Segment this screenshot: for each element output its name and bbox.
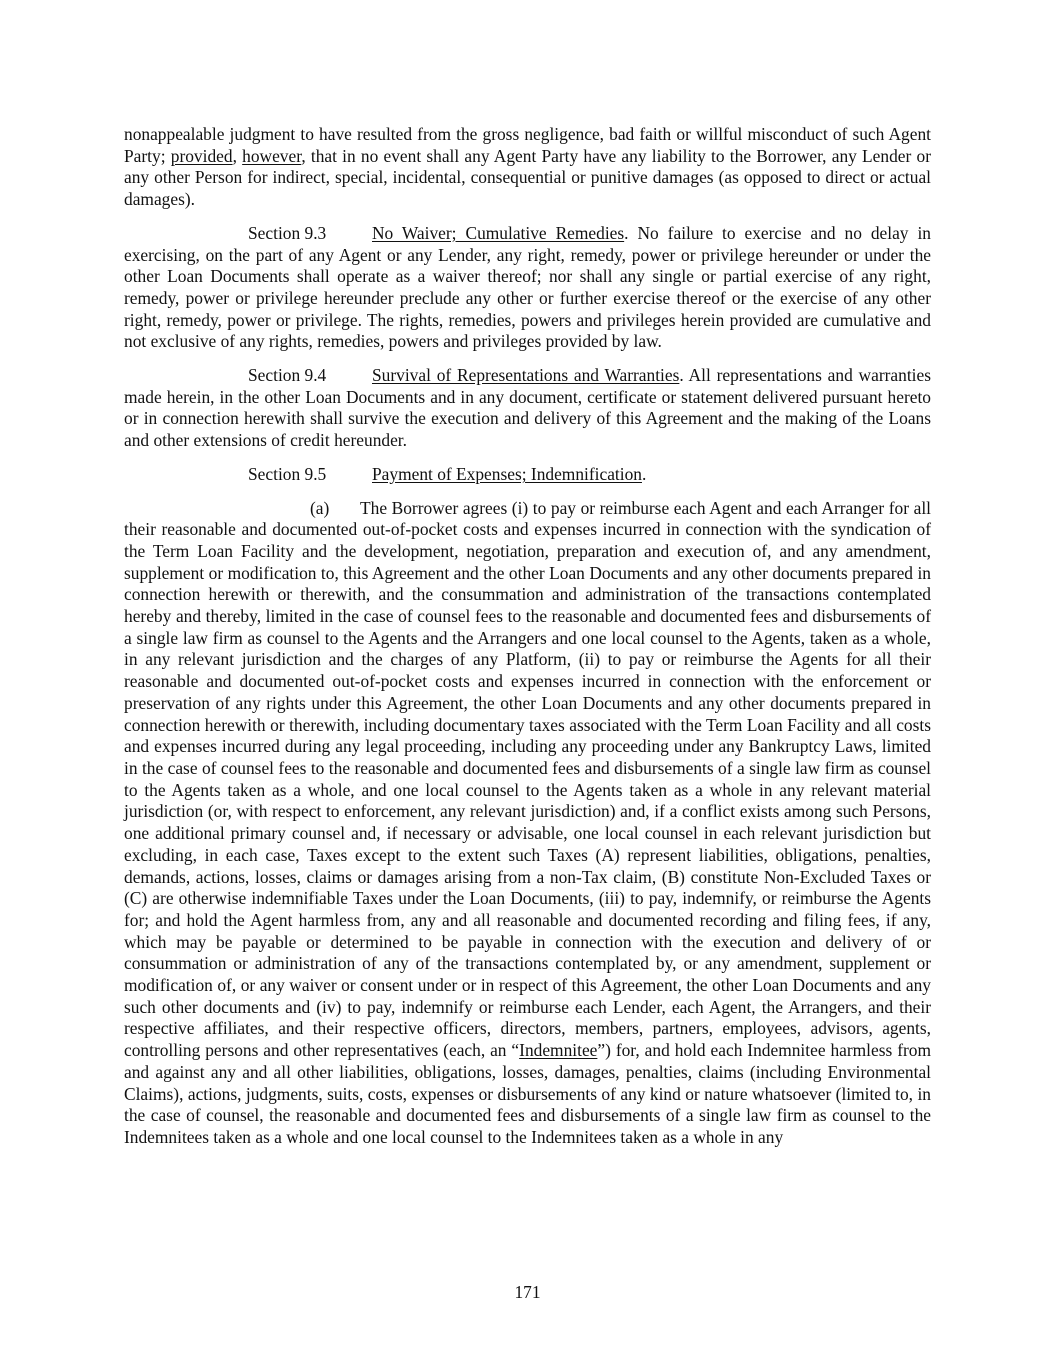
section-title: Survival of Representations and Warranties	[372, 365, 680, 386]
subsection-text-2: ”) for, and hold each Indemnitee harmless from and against any and all other liabilities, obligations, losses, damages, penalties, claims (including Environmental Claims), actions, judgments, suits, costs, expenses or disbursements of any kind or nature whatsoever (limited to, in the case of counsel, the reasonable and documented fees and disbursements of a single law firm as counsel to the Indemnitees taken as a whole and one local counsel to the Indemnitees taken as a whole in any	[124, 1040, 931, 1147]
paragraph-intro	[124, 124, 931, 211]
section-9-4	[124, 365, 931, 452]
section-title: Payment of Expenses; Indemnification	[372, 463, 642, 484]
subsection-a	[124, 498, 931, 1149]
section-9-3	[124, 223, 931, 353]
intro-separator: ,	[232, 145, 243, 166]
subsection-text-1: The Borrower agrees (i) to pay or reimburse each Agent and each Arranger for all their reasonable and documented out-of-pocket costs and expenses incurred in connection with the syndication of the Term Loan Facility and the development, negotiation, preparation and execution of, and any amendment, supplement or modification to, this Agreement and the other Loan Documents and any other documents prepared in connection herewith or therewith, and the consummation and administration of the transactions contemplated hereby and thereby, limited in the case of counsel fees to the reasonable and documented fees and disbursements of a single law firm as counsel to the Agents and the Arrangers and one local counsel to the Agents, taken as a whole, in any relevant jurisdiction and the charges of any Platform, (ii) to pay or reimburse the Agents for all their reasonable and documented out-of-pocket costs and expenses incurred in connection with the enforcement or preservation of any rights under this Agreement, the other Loan Documents and any other documents prepared in connection herewith or therewith, including documentary taxes associated with the Term Loan Facility and all costs and expenses incurred during any legal proceeding, including any proceeding under any Bankruptcy Laws, limited in the case of counsel fees to the reasonable and documented fees and disbursements of a single law firm as counsel to the Agents taken as a whole, and one local counsel to the Agents taken as a whole in any relevant material jurisdiction (or, with respect to enforcement, any relevant jurisdiction) and, if a conflict exists among such Persons, one additional primary counsel and, if necessary or advisable, one local counsel in each relevant jurisdiction but excluding, in each case, Taxes except to the extent such Taxes (A) represent liabilities, obligations, penalties, demands, actions, losses, claims or damages arising from a non-Tax claim, (B) constitute Non-Excluded Taxes or (C) are otherwise indemnifiable Taxes under the Loan Documents, (iii) to pay, indemnify, or reimburse the Agents for; and hold the Agent harmless from, any and all reasonable and documented recording and filing fees, if any, which may be payable or determined to be payable in connection with the execution and delivery of or consummation or administration of any of the transactions contemplated by, or any amendment, supplement or modification of, or any waiver or consent under or in respect of this Agreement, the other Loan Documents and any such other documents and (iv) to pay, indemnify or reimburse each Lender, each Agent, the Arrangers, and their respective affiliates, and their respective officers, directors, members, partners, employees, advisors, agents, controlling persons and other representatives (each, an “	[124, 497, 931, 1061]
section-number: Section 9.3	[248, 222, 327, 243]
section-number: Section 9.5	[248, 463, 327, 484]
provided-term: provided	[170, 145, 233, 166]
page-number: 171	[514, 1282, 541, 1302]
however-term: however	[242, 145, 302, 166]
section-number: Section 9.4	[248, 365, 327, 386]
intro-text-1: nonappealable judgment to have resulted from the gross negligence, bad faith or willful misconduct of such Agent Party;	[124, 124, 931, 166]
section-title: No Waiver; Cumulative Remedies	[372, 222, 625, 243]
section-title-period: .	[641, 463, 647, 484]
intro-text-2: , that in no event shall any Agent Party have any liability to the Borrower, any Lender or any other Person for indirect, special, incidental, consequential or punitive damages (as opposed to direct or actual damages).	[124, 145, 931, 210]
subsection-label: (a)	[310, 497, 330, 518]
document-page	[124, 124, 931, 1149]
section-body: . All representations and warranties made herein, in the other Loan Documents and in any document, certificate or statement delivered pursuant hereto or in connection herewith shall survive the execution and delivery of this Agreement and the making of the Loans and other extensions of credit hereunder.	[124, 365, 931, 451]
defined-term-indemnitee: Indemnitee	[519, 1040, 598, 1061]
section-9-5-heading	[124, 464, 931, 486]
section-body: . No failure to exercise and no delay in exercising, on the part of any Agent or any Lender, any right, remedy, power or privilege hereunder or under the other Loan Documents shall operate as a waiver thereof; nor shall any single or partial exercise of any right, remedy, power or privilege hereunder preclude any other or further exercise thereof or the exercise of any other right, remedy, power or privilege. The rights, remedies, powers and privileges herein provided are cumulative and not exclusive of any rights, remedies, powers and privileges provided by law.	[124, 222, 931, 352]
